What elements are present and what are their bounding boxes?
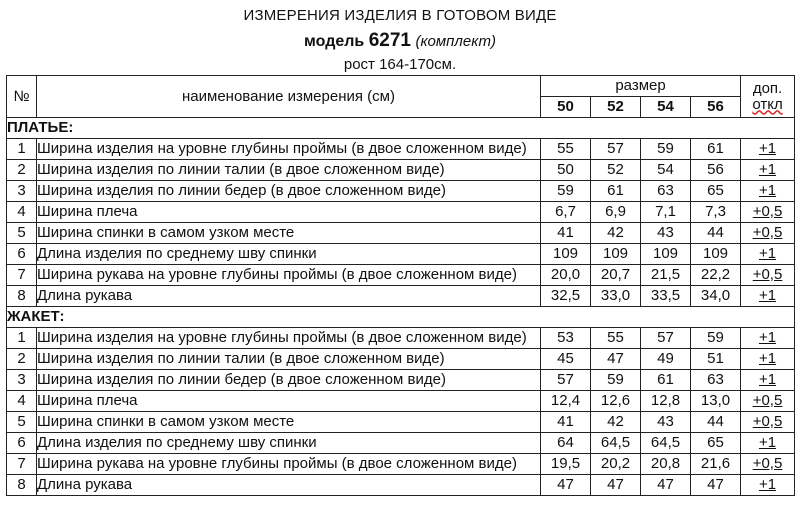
size-56-value: 65 xyxy=(691,181,741,202)
height-range: рост 164-170см. xyxy=(343,56,457,73)
table-row xyxy=(7,223,795,244)
table-row xyxy=(7,265,795,286)
tolerance-cell xyxy=(741,475,795,496)
tolerance-cell xyxy=(741,328,795,349)
size-50-value: 12,4 xyxy=(541,391,591,412)
tolerance-value: +1 xyxy=(758,329,777,346)
table-row xyxy=(7,370,795,391)
tolerance-value: +0,5 xyxy=(752,203,783,220)
row-number: 6 xyxy=(7,433,37,454)
row-number: 4 xyxy=(7,391,37,412)
size-56-value: 51 xyxy=(691,349,741,370)
tolerance-value: +0,5 xyxy=(752,266,783,283)
size-52-value: 20,7 xyxy=(591,265,641,286)
size-50-value: 41 xyxy=(541,412,591,433)
tolerance-cell xyxy=(741,139,795,160)
tolerance-value: +1 xyxy=(758,434,777,451)
tolerance-cell xyxy=(741,286,795,307)
model-line xyxy=(0,30,800,52)
size-54-value: 109 xyxy=(641,244,691,265)
tolerance-value: +1 xyxy=(758,476,777,493)
row-number: 5 xyxy=(7,412,37,433)
size-54-value: 59 xyxy=(641,139,691,160)
size-52-value: 52 xyxy=(591,160,641,181)
column-header-size: размер xyxy=(541,76,741,97)
table-row xyxy=(7,181,795,202)
column-header-num: № xyxy=(7,76,37,118)
row-number: 3 xyxy=(7,370,37,391)
size-54-value: 7,1 xyxy=(641,202,691,223)
measurement-name: Ширина рукава на уровне глубины проймы (в двое сложенном виде) xyxy=(37,265,541,286)
size-52-value: 64,5 xyxy=(591,433,641,454)
tolerance-value: +0,5 xyxy=(752,455,783,472)
row-number: 5 xyxy=(7,223,37,244)
row-number: 2 xyxy=(7,160,37,181)
tolerance-value: +1 xyxy=(758,161,777,178)
size-50-value: 41 xyxy=(541,223,591,244)
tolerance-cell xyxy=(741,244,795,265)
size-54-value: 64,5 xyxy=(641,433,691,454)
size-52-value: 42 xyxy=(591,223,641,244)
section-title: ПЛАТЬЕ: xyxy=(7,118,795,139)
table-row xyxy=(7,349,795,370)
tolerance-value: +0,5 xyxy=(752,392,783,409)
size-56-value: 56 xyxy=(691,160,741,181)
size-56-value: 44 xyxy=(691,223,741,244)
size-56: 56 xyxy=(691,97,741,118)
size-56-value: 34,0 xyxy=(691,286,741,307)
size-56-value: 47 xyxy=(691,475,741,496)
size-50-value: 64 xyxy=(541,433,591,454)
measurement-name: Длина изделия по среднему шву спинки xyxy=(37,433,541,454)
size-56-value: 21,6 xyxy=(691,454,741,475)
tolerance-value: +0,5 xyxy=(752,413,783,430)
row-number: 8 xyxy=(7,286,37,307)
table-row xyxy=(7,475,795,496)
size-50-value: 20,0 xyxy=(541,265,591,286)
measurement-name: Ширина изделия на уровне глубины проймы (в двое сложенном виде) xyxy=(37,139,541,160)
size-56-value: 65 xyxy=(691,433,741,454)
size-50-value: 57 xyxy=(541,370,591,391)
column-header-name: наименование измерения (см) xyxy=(37,76,541,118)
measurement-name: Ширина изделия по линии талии (в двое сложенном виде) xyxy=(37,160,541,181)
size-56-value: 59 xyxy=(691,328,741,349)
size-56-value: 109 xyxy=(691,244,741,265)
tolerance-cell xyxy=(741,223,795,244)
size-50-value: 47 xyxy=(541,475,591,496)
document-title: ИЗМЕРЕНИЯ ИЗДЕЛИЯ В ГОТОВОМ ВИДЕ xyxy=(243,7,557,24)
measurement-name: Ширина изделия на уровне глубины проймы (в двое сложенном виде) xyxy=(37,328,541,349)
size-54-value: 57 xyxy=(641,328,691,349)
section-title: ЖАКЕТ: xyxy=(7,307,795,328)
measurements-table xyxy=(6,75,795,496)
size-52-value: 61 xyxy=(591,181,641,202)
header-row xyxy=(7,76,795,97)
size-54-value: 43 xyxy=(641,223,691,244)
row-number: 7 xyxy=(7,265,37,286)
measurement-name: Ширина плеча xyxy=(37,202,541,223)
measurement-name: Ширина изделия по линии талии (в двое сложенном виде) xyxy=(37,349,541,370)
tolerance-label-line2: откл xyxy=(752,95,783,113)
measurement-name: Ширина рукава на уровне глубины проймы (в двое сложенном виде) xyxy=(37,454,541,475)
size-56-value: 13,0 xyxy=(691,391,741,412)
measurement-name: Длина изделия по среднему шву спинки xyxy=(37,244,541,265)
tolerance-label-line1: доп. xyxy=(752,79,783,97)
size-52-value: 6,9 xyxy=(591,202,641,223)
table-row xyxy=(7,412,795,433)
row-number: 7 xyxy=(7,454,37,475)
tolerance-value: +1 xyxy=(758,287,777,304)
size-56-value: 44 xyxy=(691,412,741,433)
size-54-value: 49 xyxy=(641,349,691,370)
tolerance-cell xyxy=(741,433,795,454)
row-number: 4 xyxy=(7,202,37,223)
size-54-value: 20,8 xyxy=(641,454,691,475)
tolerance-cell xyxy=(741,181,795,202)
row-number: 3 xyxy=(7,181,37,202)
table-row xyxy=(7,160,795,181)
size-52-value: 33,0 xyxy=(591,286,641,307)
tolerance-value: +1 xyxy=(758,140,777,157)
row-number: 8 xyxy=(7,475,37,496)
size-52-value: 20,2 xyxy=(591,454,641,475)
size-54-value: 43 xyxy=(641,412,691,433)
tolerance-value: +1 xyxy=(758,371,777,388)
section-row xyxy=(7,118,795,139)
size-54-value: 61 xyxy=(641,370,691,391)
size-56-value: 63 xyxy=(691,370,741,391)
tolerance-cell xyxy=(741,454,795,475)
row-number: 2 xyxy=(7,349,37,370)
row-number: 6 xyxy=(7,244,37,265)
size-52-value: 47 xyxy=(591,349,641,370)
size-52-value: 42 xyxy=(591,412,641,433)
column-header-tolerance xyxy=(741,76,795,118)
size-56-value: 22,2 xyxy=(691,265,741,286)
table-row xyxy=(7,454,795,475)
size-56-value: 7,3 xyxy=(691,202,741,223)
tolerance-cell xyxy=(741,412,795,433)
size-50: 50 xyxy=(541,97,591,118)
size-52: 52 xyxy=(591,97,641,118)
size-50-value: 19,5 xyxy=(541,454,591,475)
size-52-value: 47 xyxy=(591,475,641,496)
model-note: (комплект) xyxy=(415,33,496,50)
size-50-value: 53 xyxy=(541,328,591,349)
measurement-name: Ширина спинки в самом узком месте xyxy=(37,412,541,433)
tolerance-cell xyxy=(741,160,795,181)
size-54-value: 47 xyxy=(641,475,691,496)
size-52-value: 55 xyxy=(591,328,641,349)
size-52-value: 59 xyxy=(591,370,641,391)
size-50-value: 32,5 xyxy=(541,286,591,307)
size-52-value: 57 xyxy=(591,139,641,160)
table-row xyxy=(7,244,795,265)
tolerance-cell xyxy=(741,265,795,286)
table-row xyxy=(7,202,795,223)
section-row xyxy=(7,307,795,328)
tolerance-cell xyxy=(741,349,795,370)
size-54-value: 54 xyxy=(641,160,691,181)
table-row xyxy=(7,139,795,160)
size-54-value: 33,5 xyxy=(641,286,691,307)
tolerance-cell xyxy=(741,391,795,412)
row-number: 1 xyxy=(7,139,37,160)
row-number: 1 xyxy=(7,328,37,349)
model-number: 6271 xyxy=(368,30,411,51)
measurement-name: Ширина изделия по линии бедер (в двое сложенном виде) xyxy=(37,181,541,202)
tolerance-value: +1 xyxy=(758,182,777,199)
size-54-value: 21,5 xyxy=(641,265,691,286)
size-54-value: 12,8 xyxy=(641,391,691,412)
size-50-value: 109 xyxy=(541,244,591,265)
table-row xyxy=(7,391,795,412)
tolerance-cell xyxy=(741,370,795,391)
table-row xyxy=(7,433,795,454)
size-52-value: 12,6 xyxy=(591,391,641,412)
measurement-name: Ширина спинки в самом узком месте xyxy=(37,223,541,244)
size-50-value: 59 xyxy=(541,181,591,202)
measurement-name: Длина рукава xyxy=(37,286,541,307)
size-50-value: 55 xyxy=(541,139,591,160)
size-56-value: 61 xyxy=(691,139,741,160)
model-label: модель xyxy=(304,33,365,50)
tolerance-value: +0,5 xyxy=(752,224,783,241)
table-row xyxy=(7,286,795,307)
size-54-value: 63 xyxy=(641,181,691,202)
size-50-value: 6,7 xyxy=(541,202,591,223)
size-52-value: 109 xyxy=(591,244,641,265)
tolerance-cell xyxy=(741,202,795,223)
tolerance-value: +1 xyxy=(758,350,777,367)
measurement-name: Ширина плеча xyxy=(37,391,541,412)
measurement-name: Ширина изделия по линии бедер (в двое сложенном виде) xyxy=(37,370,541,391)
measurement-name: Длина рукава xyxy=(37,475,541,496)
tolerance-value: +1 xyxy=(758,245,777,262)
size-50-value: 50 xyxy=(541,160,591,181)
size-50-value: 45 xyxy=(541,349,591,370)
size-54: 54 xyxy=(641,97,691,118)
table-row xyxy=(7,328,795,349)
